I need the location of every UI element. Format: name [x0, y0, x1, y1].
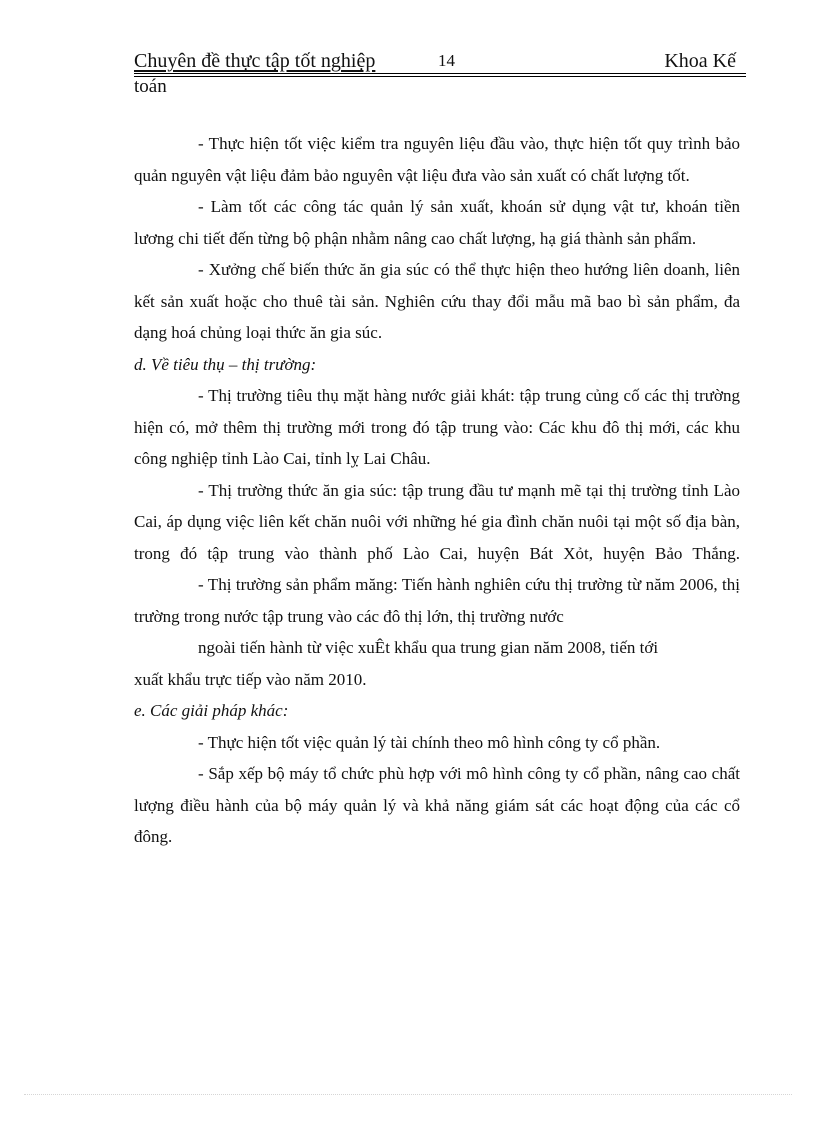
page-bottom-divider — [24, 1094, 792, 1095]
paragraph-bamboo-market-cont: ngoài tiến hành từ việc xuÊt khẩu qua trung gian năm 2008, tiến tới — [198, 638, 659, 657]
header-department: Khoa Kế — [664, 50, 736, 72]
header-rule-double — [134, 76, 746, 77]
section-heading-e: e. Các giải pháp khác: — [134, 701, 289, 720]
page-header — [134, 50, 746, 100]
header-continuation: toán — [134, 76, 167, 97]
section-heading-d: d. Về tiêu thụ – thị trường: — [134, 354, 317, 374]
paragraph-bamboo-market: - Thị trường sản phẩm măng: Tiến hành nghiên cứu thị trường từ năm 2006, thị trường trong nước tập trung vào các đô thị lớn, thị trường nước — [134, 575, 740, 626]
page-number: 14 — [438, 51, 455, 70]
paragraph-production-management: - Làm tốt các công tác quản lý sản xuất, khoán sử dụng vật tư, khoán tiền lương chi tiết đến từng bộ phận nhằm nâng cao chất lượng, hạ giá thành sản phẩm. — [134, 197, 740, 248]
document-body — [134, 128, 740, 853]
paragraph-beverage-market: - Thị trường tiêu thụ mặt hàng nước giải khát: tập trung củng cố các thị trường hiện có, mở thêm thị trường mới trong đó tập trung vào: Các khu đô thị mới, các khu công nghiệp tỉnh Lào Cai, tỉnh lỵ Lai Châu. — [134, 386, 740, 468]
paragraph-input-control: - Thực hiện tốt việc kiểm tra nguyên liệu đầu vào, thực hiện tốt quy trình bảo quản nguyên vật liệu đảm bảo nguyên vật liệu đưa vào sản xuất có chất lượng tốt. — [134, 134, 740, 185]
paragraph-feed-factory: - Xưởng chế biến thức ăn gia súc có thể thực hiện theo hướng liên doanh, liên kết sản xuất hoặc cho thuê tài sản. Nghiên cứu thay đổi mẫu mã bao bì sản phẩm, đa dạng hoá chủng loại thức ăn gia súc. — [134, 260, 740, 342]
header-title: Chuyên đề thực tập tốt nghiệp — [134, 50, 376, 72]
paragraph-finance: - Thực hiện tốt việc quản lý tài chính theo mô hình công ty cổ phần. — [198, 732, 661, 752]
paragraph-organization: - Sắp xếp bộ máy tổ chức phù hợp với mô hình công ty cổ phần, nâng cao chất lượng điều hành của bộ máy quản lý và khả năng giám sát các hoạt động của các cổ đông. — [134, 764, 740, 846]
paragraph-feed-market: - Thị trường thức ăn gia súc: tập trung đầu tư mạnh mẽ tại thị trường tỉnh Lào Cai, áp dụng việc liên kết chăn nuôi với những hé gia đình chăn nuôi tại một số địa bàn, trong đó tập trung vào thành phố Lào Cai, huyện Bát Xỏt, huyện Bảo Thắng. — [134, 480, 740, 563]
paragraph-bamboo-market-end: xuất khẩu trực tiếp vào năm 2010. — [134, 669, 367, 689]
header-rule — [134, 73, 746, 74]
